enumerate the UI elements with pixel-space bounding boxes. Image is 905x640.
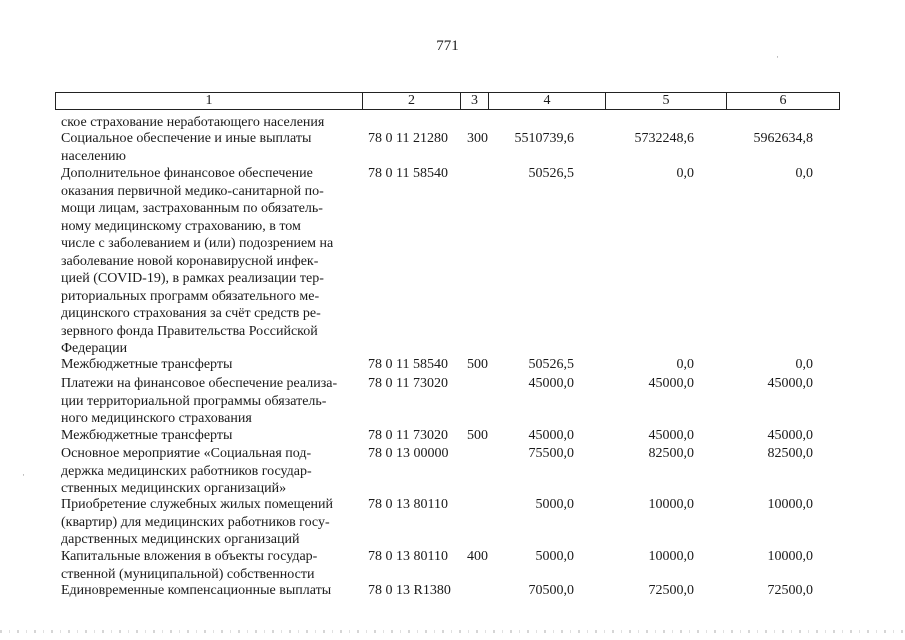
- row-code: 78 0 11 73020: [368, 428, 448, 443]
- row-description: [61, 165, 358, 358]
- description-line: числе с заболеванием и (или) подозрением на: [61, 236, 334, 251]
- row-value-col5: 10000,0: [648, 497, 694, 512]
- row-description: [61, 445, 358, 498]
- description-line: ного медицинского страхования: [61, 411, 252, 426]
- row-value-col4: 50526,5: [528, 166, 574, 181]
- description-line: Приобретение служебных жилых помещений: [61, 497, 334, 512]
- row-value-col4: 45000,0: [528, 428, 574, 443]
- description-line: Основное мероприятие «Социальная под-: [61, 446, 312, 461]
- row-value-col5: 0,0: [676, 357, 694, 372]
- row-value-col5: 10000,0: [648, 549, 694, 564]
- scan-artifact: ·: [776, 52, 779, 62]
- row-description: [61, 496, 358, 549]
- description-line: мощи лицам, застрахованным по обязатель-: [61, 201, 323, 216]
- row-value-col4: 5510739,6: [514, 131, 574, 146]
- header-col-2: 2: [362, 93, 460, 109]
- description-line: Дополнительное финансовое обеспечение: [61, 166, 313, 181]
- description-line: зервного фонда Правительства Российской: [61, 323, 318, 339]
- row-code: 78 0 11 58540: [368, 357, 448, 372]
- description-line: Межбюджетные трансферты: [61, 428, 233, 443]
- row-code: 78 0 13 00000: [368, 446, 449, 461]
- row-value-col5: 0,0: [676, 166, 694, 181]
- page-number: 771: [436, 38, 459, 54]
- header-col-6: 6: [726, 93, 839, 109]
- row-value-col4: 50526,5: [528, 357, 574, 372]
- header-col-4: 4: [488, 93, 605, 109]
- row-code: 78 0 13 80110: [368, 497, 448, 512]
- row-value-col4: 75500,0: [528, 446, 574, 461]
- row-value-col5: 82500,0: [648, 446, 694, 461]
- row-expense-type: 400: [467, 549, 488, 564]
- description-line: дарственных медицинских организаций: [61, 532, 300, 547]
- header-col-5: 5: [605, 93, 726, 109]
- row-value-col5: 45000,0: [648, 376, 694, 391]
- description-line: ское страхование неработающего населения: [61, 115, 325, 130]
- row-value-col6: 72500,0: [767, 583, 813, 598]
- row-value-col4: 45000,0: [528, 376, 574, 391]
- header-col-3: 3: [460, 93, 488, 109]
- description-line: цией (COVID-19), в рамках реализации тер-: [61, 271, 324, 286]
- description-line: ственной (муниципальной) собственности: [61, 566, 315, 582]
- description-line: (квартир) для медицинских работников госу-: [61, 514, 330, 530]
- description-line: ному медицинскому страхованию, в том: [61, 218, 301, 234]
- row-expense-type: 500: [467, 357, 488, 372]
- description-line: Федерации: [61, 341, 128, 356]
- scan-edge: [0, 630, 905, 633]
- row-value-col6: 0,0: [795, 166, 813, 181]
- row-code: 78 0 13 R1380: [368, 583, 451, 598]
- row-value-col6: 45000,0: [767, 376, 813, 391]
- row-description: [61, 130, 358, 165]
- row-value-col4: 5000,0: [535, 497, 574, 512]
- row-value-col5: 72500,0: [648, 583, 694, 598]
- row-value-col6: 45000,0: [767, 428, 813, 443]
- description-line: оказания первичной медико-санитарной по-: [61, 183, 324, 199]
- row-description: [61, 582, 358, 600]
- scan-artifact: ·: [22, 470, 25, 480]
- row-value-col4: 70500,0: [528, 583, 574, 598]
- row-value-col6: 82500,0: [767, 446, 813, 461]
- row-code: 78 0 11 73020: [368, 376, 448, 391]
- row-value-col6: 0,0: [795, 357, 813, 372]
- row-code: 78 0 13 80110: [368, 549, 448, 564]
- description-line: Капитальные вложения в объекты государ-: [61, 549, 318, 564]
- description-line: населению: [61, 148, 126, 164]
- row-value-col6: 5962634,8: [753, 131, 813, 146]
- row-value-col6: 10000,0: [767, 549, 813, 564]
- description-line: держка медицинских работников государ-: [61, 463, 312, 479]
- row-value-col6: 10000,0: [767, 497, 813, 512]
- table-header-row: [55, 92, 840, 110]
- description-line: Межбюджетные трансферты: [61, 357, 233, 372]
- header-col-1: 1: [205, 93, 213, 108]
- description-line: ственных медицинских организаций»: [61, 481, 287, 496]
- row-expense-type: 500: [467, 428, 488, 443]
- description-line: Социальное обеспечение и иные выплаты: [61, 131, 312, 146]
- row-description: [61, 548, 358, 583]
- row-description: [61, 356, 358, 374]
- description-line: заболевание новой коронавирусной инфек-: [61, 253, 319, 269]
- row-code: 78 0 11 58540: [368, 166, 448, 181]
- row-value-col5: 45000,0: [648, 428, 694, 443]
- description-line: ции территориальной программы обязатель-: [61, 393, 327, 409]
- row-expense-type: 300: [467, 131, 488, 146]
- row-code: 78 0 11 21280: [368, 131, 448, 146]
- description-line: Единовременные компенсационные выплаты: [61, 583, 332, 598]
- description-line: дицинского страхования за счёт средств ре-: [61, 306, 321, 321]
- row-description: [61, 114, 358, 132]
- row-description: [61, 375, 358, 428]
- row-value-col5: 5732248,6: [634, 131, 694, 146]
- row-description: [61, 427, 358, 445]
- row-value-col4: 5000,0: [535, 549, 574, 564]
- description-line: риториальных программ обязательного ме-: [61, 288, 320, 304]
- description-line: Платежи на финансовое обеспечение реализа-: [61, 376, 338, 391]
